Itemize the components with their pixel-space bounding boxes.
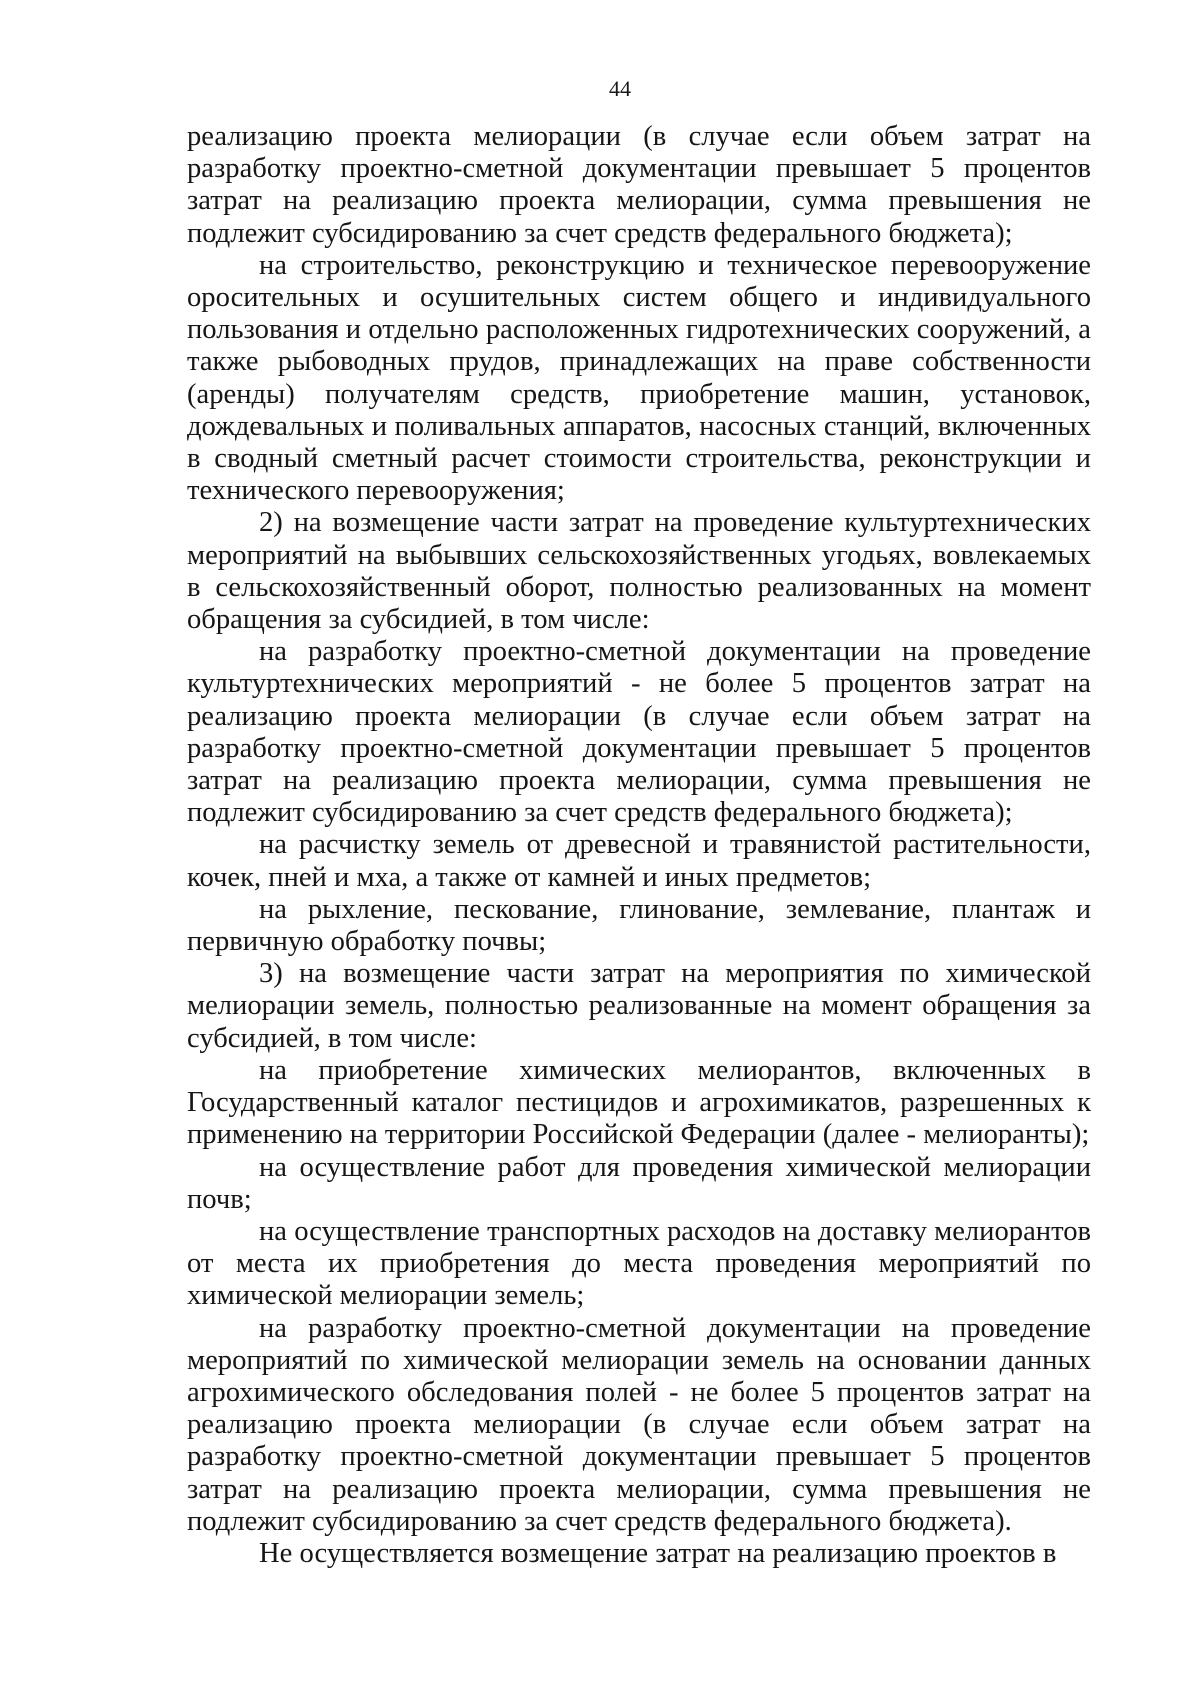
paragraph-ameliorants-purchase: на приобретение химических мелиорантов, включенных в Государственный каталог пестицидов и агрохимикатов, разрешенных к применению на территории Российской Федерации (далее - мелиоранты); [187,1054,1091,1151]
paragraph-land-clearing: на расчистку земель от древесной и травянистой растительности, кочек, пней и мха, а также от камней и иных предметов; [187,829,1091,893]
paragraph-chemical-works: на осуществление работ для проведения химической мелиорации почв; [187,1151,1091,1215]
paragraph-construction: на строительство, реконструкцию и техническое перевооружение оросительных и осушительных систем общего и индивидуального пользования и отдельно расположенных гидротехнических сооружений, а также рыбоводных прудов, принадлежащих на праве собственности (аренды) получателям средств, приобретение машин, установок, дождевальных и поливальных аппаратов, насосных станций, включенных в сводный сметный расчет стоимости строительства, реконструкции и технического перевооружения; [187,249,1091,507]
paragraph-item-2: 2) на возмещение части затрат на проведение культуртехнических мероприятий на выбывших сельскохозяйственных угодьях, вовлекаемых в сельскохозяйственный оборот, полностью реализованных на момент обращения за субсидией, в том числе: [187,507,1091,636]
paragraph-transport-costs: на осуществление транспортных расходов на доставку мелиорантов от места их приобретения до места проведения мероприятий по химической мелиорации земель; [187,1215,1091,1312]
page-number: 44 [609,76,631,101]
document-body [187,121,1091,1570]
paragraph-continuation: реализацию проекта мелиорации (в случае если объем затрат на разработку проектно-сметной документации превышает 5 процентов затрат на реализацию проекта мелиорации, сумма превышения не подлежит субсидированию за счет средств федерального бюджета); [187,121,1091,249]
paragraph-design-docs-chemical: на разработку проектно-сметной документации на проведение мероприятий по химической мелиорации земель на основании данных агрохимического обследования полей - не более 5 процентов затрат на реализацию проекта мелиорации (в случае если объем затрат на разработку проектно-сметной документации превышает 5 процентов затрат на реализацию проекта мелиорации, сумма превышения не подлежит субсидированию за счет средств федерального бюджета). [187,1312,1091,1537]
paragraph-exclusion: Не осуществляется возмещение затрат на реализацию проектов в [259,1537,1057,1569]
paragraph-design-docs-cultural: на разработку проектно-сметной документации на проведение культуртехнических мероприятий - не более 5 процентов затрат на реализацию проекта мелиорации (в случае если объем затрат на разработку проектно-сметной документации превышает 5 процентов затрат на реализацию проекта мелиорации, сумма превышения не подлежит субсидированию за счет средств федерального бюджета); [187,636,1091,829]
paragraph-soil-treatment: на рыхление, пескование, глинование, землевание, плантаж и первичную обработку почвы; [187,893,1091,958]
paragraph-item-3: 3) на возмещение части затрат на мероприятия по химической мелиорации земель, полностью реализованные на момент обращения за субсидией, в том числе: [187,958,1091,1054]
